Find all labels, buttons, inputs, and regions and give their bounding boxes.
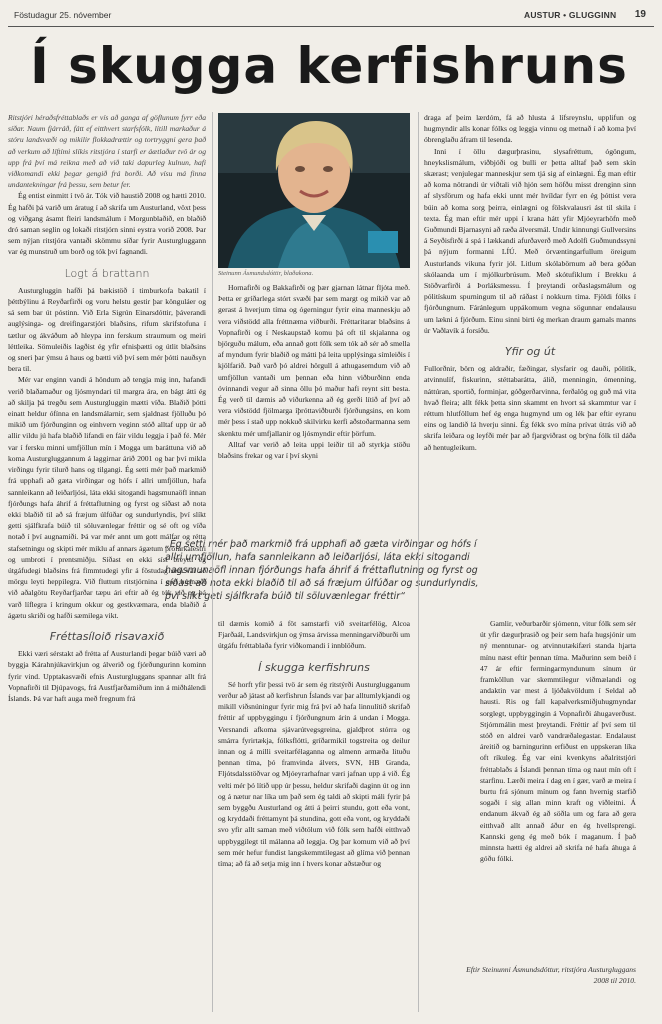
header-date: Föstudagur 25. nóvember: [14, 10, 112, 20]
column-2-top: [218, 282, 410, 534]
column-2-bottom: [218, 618, 410, 1018]
paragraph: Fullorðnir, börn og aldraðir, fæðingar, slysfarir og dauði, pólitík, atvinnulíf, fiskurinn, stéttabarátta, álið, menningin, ómenning, náttúran, sportið, forminjar, góðgerðarvinna, ferðalög og guð má vita hvað fleira; allt fékk þetta sinn skammt en hvort sá skammtur var í réttum hlutföllum hef ég enga hugmynd um og lék þar eftir eyranu eins og landið lá hverju sinni. Ég fékk svo mína prívat útrás við að skrifa leiðara og leyfði mér þar að fjargviðrast og brýna fólk til dáða að hentugleikum.: [424, 364, 636, 452]
paragraph: Alltaf var verið að leita uppi leiðir til að styrkja stöðu blaðsins frekar og var í því skyni: [218, 439, 410, 461]
column-divider: [212, 112, 213, 1012]
header-paper-name: AUSTUR • GLUGGINN: [524, 10, 617, 20]
page-number: 19: [634, 9, 646, 20]
paragraph: Sé horft yfir þessi tvö ár sem ég ritstýrði Austurglugganum verður að játast að kerfishrun Íslands var þar alltumlykjandi og mikill viðsnúningur fyrir mig frá því að hafa linnulítið skrifað fréttir af uppbyggingu í fjórðungnum árin á undan í Mogga. Versnandi afkoma sjávarútvegsgreina, gjaldþrot stórra og smárra fyrirtækja, fólksflótti, gríðarmikil togstreita og deilur innan og á milli sveitarfélaganna og almenn armæða lituðu þennan tíma, þó framvinda álvers, SVN, HB Granda, Fljótsdalsstöðvar og Mjóeyrarhafnar væri jafnan upp á við. Ég velti mér þó lítið upp úr þessu, heldur skrifaði daginn út og inn og á nætur nar líka um það sem ég taldi að skipti máli fyrir þá sem byggðu Austurland og átti á þeirri stundu, gott eða vont, og kryddaði fréttamynt þá stundina, gott eða vont, og kryddaði svo yfir allt saman með viðtölum við fólk sem hafði eitthvað uppbyggilegt til málanna að leggja. Og þar komum við að því sem mér hefur fundist langskemmtilegast að glíma við þennan tíma; að fá að setja mig inn í hvers konar aðstæður og: [218, 679, 410, 869]
paragraph: Gamlir, veðurbarðir sjómenn, vitur fólk sem sér út yfir dægurþrasið og þeir sem hafa hugsjónir um ný menntunar- og atvinnutækifæri standa hjarta mínu næst eftir þennan tíma. Maðurinn sem beið í 47 ár eftir fermingarmyndunum sínum úr framköllun var skemmtilegur viðmælandi og andaktin var mest á ljóðakvöldum í Seldal að hausti. Ris og fall kapalverksmiðjuhugmyndar sorglegt, uppbyggingin á Vopnafirði áhugaverðust. Stjórnmálin mest þreytandi. Fréttir af því sem til stóð en aldrei varð vandræðalegastar. Endalaust áreitið og barningurinn erfiðust en uppskeran líka oft ríkuleg. Ég var eini kvenkyns aðalritstjóri fréttablaðs á Íslandi þennan tíma og naut mín oft í starfinu. Lærði meira í dag en í gær, varð æ meira í burtu frá sjónum mínum og fann hvernig starfið sogaði í sig allan minn kraft og viðleitni. Á endanum ákvað ég að söðla um og fara að gera eitthvað allt annað áður en ég hvellsprengi. Kannski geng ég með bók í maganum. Í það minnsta hætti ég aldrei að skrifa né hafa áhuga á góðu fólki.: [480, 619, 636, 864]
subheading: Logt á brattann: [64, 266, 150, 280]
portrait-image: [218, 113, 410, 268]
subheading: Í skugga kerfishruns: [258, 660, 370, 674]
paragraph: draga af þeim lærdóm, fá að hlusta á lífsreynslu, upplifun og hugmyndir alls konar fólks og leggja vinnu og metnað í að koma því óbrenglaðu áfram til lesenda.: [424, 113, 636, 145]
author-signature: Eftir Steinunni Ásmundsdóttur, ritstjóra Austurgluggans 2008 til 2010.: [466, 965, 636, 985]
author-photo: [218, 113, 410, 268]
paragraph: til dæmis komið á föt samstarfi við sveitarfélög, Alcoa Fjarðaál, Landsvirkjun og ýmsa árvissa menningarviðburði um útgáfu fréttablaða fyrir viðkomandi í innblöðum.: [218, 619, 410, 651]
header-rule: [8, 26, 654, 27]
paragraph: Mér var enginn vandi á höndum að tengja mig inn, hafandi verið blaðamaður og ljósmyndari til margra ára, en bágt átti ég að skilja þá tregðu sem Austurgluggin mætti víða. Blaðið þótti einatt heldur ófínna en landsmálarnir, sem sjaldnast fjölluðu þó mikið um fjórðunginn og einhvern veginn stóð alltaf upp úr að allir vildu jú hafa blaðið lifandi en fáir vildu leggja í það fé. Mér var í fersku minni umfjöllun mín í Mogga um baráttuna við að koma Austurgluggannum á laggirnar árið 2001 og bar því mikla virðingu fyrir tilurð hans og tilgangi. Ég setti mér það markmið frá upphafi að gæta virðingar og hófs í allri umfjöllun, hafa sannleikann að leiðarljósi, láta ekki sitogandi hagsmunaöfl innan fjórðungs hafa áhrif á fréttaflutning og fyrst og síðast að nota ekki blaðið til að sá fræjum úlfúðar og sundurlyndis, því slíkt getti sjálfkrafa búið til söluvænlegar fréttir og sé oft og víða notað í því augnamiði. Þá var mér annt um gott málfar og rétta stafsetningu og skipti mér miklu af annars ágætum prófarkalestri og umbroti í prentsmiðju. Síðast en ekki síst breytti ég útgáfudegi blaðsins frá fimmtudegi yfir á föstudag sem var að mörgu leyti heppilegra. Við fluttum ritstjórnina í gott húsnæði við aðalgötu Reyðarfjarðar tæpu ári eftir að ég tók við og þá varð líflegra í kringum okkur og gestkvæmara, enda blaðið á ágætu skriði og hafði sæmilega vikt.: [8, 375, 206, 620]
column-divider: [418, 112, 419, 1012]
article-lead: Ritstjóri héraðsfréttablaðs er vís að ganga af göflunum fyrr eða síðar. Naum fjárráð, fátt ef eitthvert starfsfólk, lítill markaður á stóru landsvæði og mikilir flokkadrættir og tortryggni gera það að verkum að líftími slíkis ritstjóra í starfi er áætlaður tvö ár og upp frá því má reikna með að við taki dapurleg kulnun, hafi viðkomandi ekki þegar gengið frá borði. Að vísu má finna undantekningar frá þessu, sem betur fer.: [8, 113, 206, 190]
paragraph: Ég entist einmitt í tvö ár. Tók við haustið 2008 og hætti 2010. Ég hafði þá varið um áratug í að skrifa um Austurland, vöxt þess og viðgang ásamt fleiri landsmálum í Morgunblaðið, en blaðið dró saman seglin og lokaði ritstjórn sinni eystra vorið 2008. Þar sem nýjan ritstjóra vantaði skömmu síðar fyrir Austurgluggann var ég munstruð um borð og tók því fagnandi.: [8, 191, 206, 257]
subheading: Yfir og út: [504, 345, 556, 359]
pull-quote: „Ég setti mér það markmið frá upphafi að gæta virðingar og hófs í allri umfjöllun, hafa sannleikann að leiðarljósi, láta ekki sitogandi hagsmunaöfl innan fjórðungs hafa áhrif á fréttaflutning og fyrst og síðast að nota ekki blaðið til að sá fræjum úlfúðar og sundurlyndis, því slíkt geti sjálfkrafa búið til söluvænlegar fréttir“: [165, 539, 479, 602]
photo-caption: Steinunn Ásmundsdóttir, blaðakona.: [218, 270, 314, 277]
paragraph: Ekki væri sérstakt að frétta af Austurlandi þegar búið væri að byggja Kárahnjúkavirkjun og álverið og fjórðungurinn kominn fyrir vind. Upptakasvæði efnis Austurgluggans spannar allt frá Vopnafirði til Djúpavogs, frá Austfjarðamiðum inn á miðhálendi Íslands. Þá var haft auga með fregnum frá: [8, 649, 206, 703]
page-header: [14, 10, 650, 24]
column-3-bottom: [480, 618, 636, 958]
paragraph: Hornafirði og Bakkafirði og þær gjarnan látnar fljóta með. Þetta er gríðarlega stórt svæði þar sem margt og mikið var að gerast á hverjum tíma og ógerningur fyrir eina manneskju að vera viðstödd alla fréttnæma viðburði. Fréttaritarar blaðsins á Vopnafirði og í Neskaupstað komu þá oft til skjalanna og björguðu málum, eða annað gott fólk sem tók að sér að smella af myndum fyrir blaðið og mátti þá leita upplýsinga símleiðis í kjölfarið. Það varð þó aldrei hörgull á athugasemdum við að umfjöllun vantaði um þennan eða hinn viðburðinn enda óvinnandi vegur að sinna öllu þó maður hafi reynt sitt besta. Ég verð til dæmis að viðurkenna að ég gerði lítið af því að vera viðstödd fjölmarga íþróttaviðburði fjórðungsins, en kom mér þess í stað upp nokkuð skilvirku kerfi aðstoðarmanna sem skenktu mér umfjallanir og ljósmyndir eftir þörfum.: [218, 283, 410, 438]
article-title: Í skugga kerfishruns: [30, 37, 628, 95]
paragraph: Inni í öllu dægurþrasinu, slysafréttum, ógöngum, hneykslismálum, viðbjóði og bulli er þetta alltaf það sem skín skærast; venjulegar manneskjur sem tjá sig af einlægni. Ég man eftir að koma nötrandi úr viðtali við hjón sem höfðu misst drenginn sinn af slysförum og hafa ekki unnt mér hvíldar fyrr en ég þóttist vera búin að koma sorg þeirra, einlægni og fölskvalausri ást til skila í texta. Ég man eftir mér uppi í krana hátt yfir Mjóeyrarhöfn með Guðmundi Bjarnasyni að ræða álversmál. Undir kinnungi Gullversins á Seyðisfirði á spá í lækkandi afurðaverð með Adolfi Guðmundssyni þá nýjum formanni LÍÚ. Með örvæntingarfullum öreigum Austurlands vikuna fyrir jól. Litlum skólabörnum að bera góðan skólaanda um í mjólkurbrúsum. Með skótufiklum í Brekku á Stöðvarfirði á Þorláksmessu. Í þreytandi orðaslagsmálum og pólitískum spurningum til að ráðast í nokkurn tíma. Fjöldi fólks í fjórðungnum. Fáránlegum uppákomum vegna sögunnar endalausu um lækni á fjórðum. Einu sinni birti ég merkan draum gamals manns úr Vaðlavík á forsíðu.: [424, 146, 636, 335]
paragraph: Austurgluggin hafði þá bækistöð í timburkofa bakatil í þéttbýlinu á Reyðarfirði og voru helstu gestir þar könguláer og sá sem bar út póstinn. Við Erla Sigrún Einarsdóttir, þáverandi auglýsinga- og dreifingarstjóri blaðsins, rifum skrifstofuna í tætlur og ákváðum að hleypa inn ferskum straumum og meiri léttleika. Sömuleiðis lagðist ég yfir efnisþætti og útlit blaðsins og sneri þar ýmsu á haus og bætti við því sem mér þótti nauðsyn bera til.: [8, 285, 206, 374]
subheading: Fréttasíloið risavaxið: [49, 629, 165, 643]
column-3-top: [424, 112, 636, 534]
